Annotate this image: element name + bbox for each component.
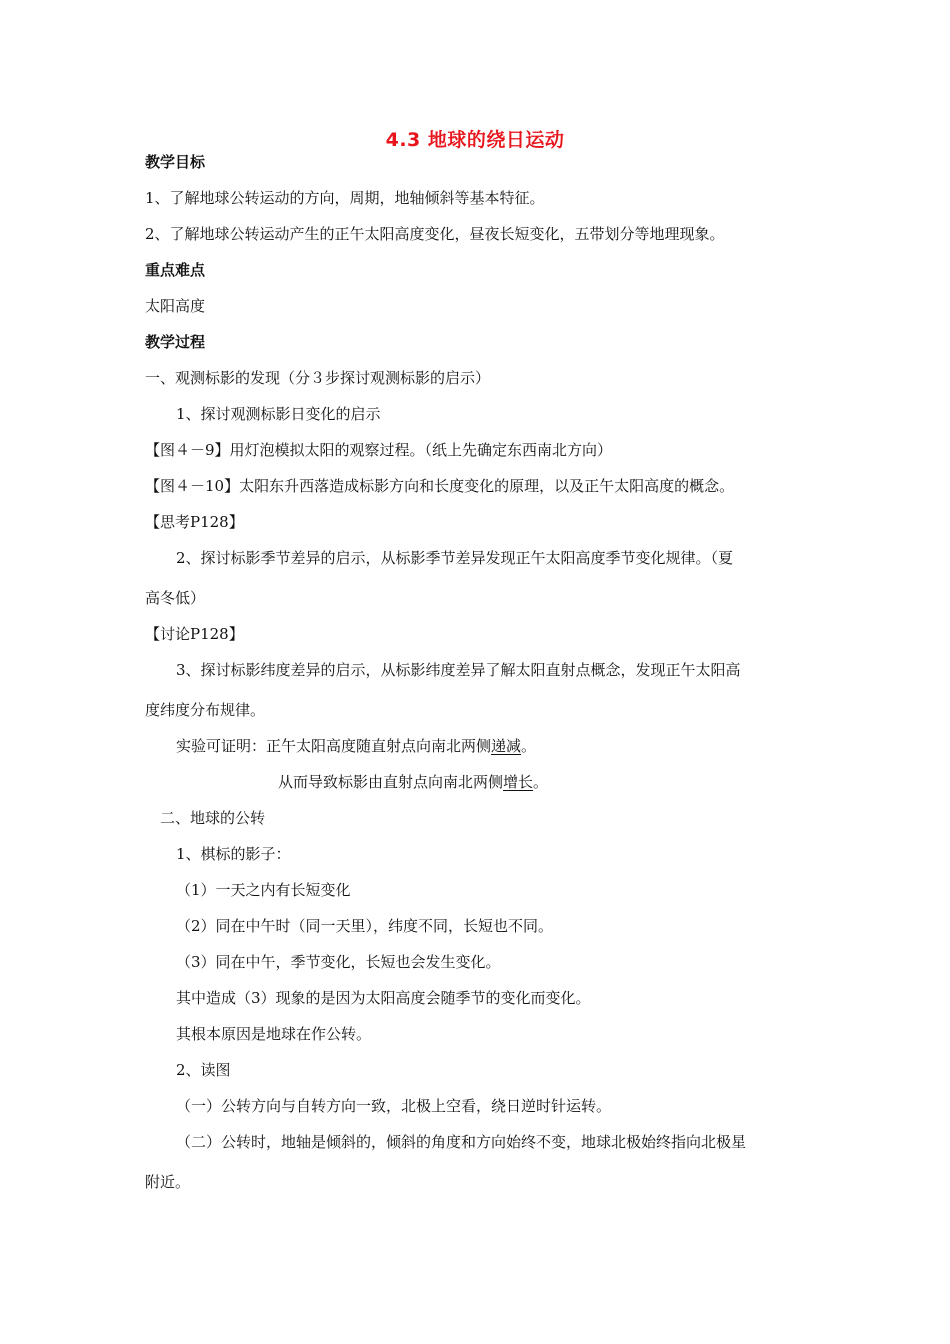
result-conclusion (278, 772, 548, 792)
heading-teaching-goals: 教学目标 (145, 153, 206, 171)
section-1-heading: 一、观测标影的发现（分３步探讨观测标影的启示） (145, 369, 491, 387)
page-title: 4.3 地球的绕日运动 (385, 129, 565, 151)
reading-point-2-line-2: 附近。 (145, 1173, 191, 1191)
think-note: 【思考P128】 (145, 513, 244, 531)
cause-statement: 其中造成（3）现象的是因为太阳高度会随季节的变化而变化。 (176, 989, 591, 1007)
section-1-item-3-line-1: 3、探讨标影纬度差异的启示，从标影纬度差异了解太阳直射点概念，发现正午太阳高 (176, 661, 741, 679)
result-end: 。 (533, 773, 549, 791)
key-point: 太阳高度 (145, 297, 206, 315)
section-1-item-2-line-2: 高冬低） (145, 589, 206, 607)
section-1-item-1: 1、探讨观测标影日变化的启示 (176, 405, 381, 423)
discuss-note: 【讨论P128】 (145, 625, 244, 643)
result-answer-increase: 增长 (503, 773, 534, 791)
section-2-heading: 二、地球的公转 (160, 809, 266, 827)
root-cause-statement: 其根本原因是地球在作公转。 (176, 1025, 372, 1043)
heading-key-points: 重点难点 (145, 261, 206, 279)
experiment-conclusion (176, 736, 536, 756)
figure-4-10-note: 【图４－10】太阳东升西落造成标影方向和长度变化的原理，以及正午太阳高度的概念。 (145, 477, 735, 495)
shadow-point-3: （3）同在中午，季节变化，长短也会发生变化。 (176, 953, 501, 971)
section-1-item-3-line-2: 度纬度分布规律。 (145, 701, 266, 719)
experiment-end: 。 (521, 737, 537, 755)
section-1-item-2-line-1: 2、探讨标影季节差异的启示，从标影季节差异发现正午太阳高度季节变化规律。（夏 (176, 549, 734, 567)
goal-1: 1、了解地球公转运动的方向，周期，地轴倾斜等基本特征。 (145, 189, 545, 207)
section-2-item-1: 1、棋标的影子： (176, 845, 291, 863)
experiment-answer-decrease: 递减 (491, 737, 522, 755)
reading-point-2-line-1: （二）公转时，地轴是倾斜的，倾斜的角度和方向始终不变，地球北极始终指向北极星 (176, 1133, 747, 1151)
heading-teaching-process: 教学过程 (145, 333, 206, 351)
figure-4-9-note: 【图４－9】用灯泡模拟太阳的观察过程。（纸上先确定东西南北方向） (145, 441, 613, 459)
section-2-item-2: 2、读图 (176, 1061, 231, 1079)
shadow-point-1: （1）一天之内有长短变化 (176, 881, 351, 899)
reading-point-1: （一）公转方向与自转方向一致，北极上空看，绕日逆时针运转。 (176, 1097, 612, 1115)
goal-2: 2、了解地球公转运动产生的正午太阳高度变化，昼夜长短变化，五带划分等地理现象。 (145, 225, 725, 243)
result-text: 从而导致标影由直射点向南北两侧 (278, 773, 504, 791)
experiment-text: 实验可证明：正午太阳高度随直射点向南北两侧 (176, 737, 492, 755)
shadow-point-2: （2）同在中午时（同一天里），纬度不同，长短也不同。 (176, 917, 554, 935)
